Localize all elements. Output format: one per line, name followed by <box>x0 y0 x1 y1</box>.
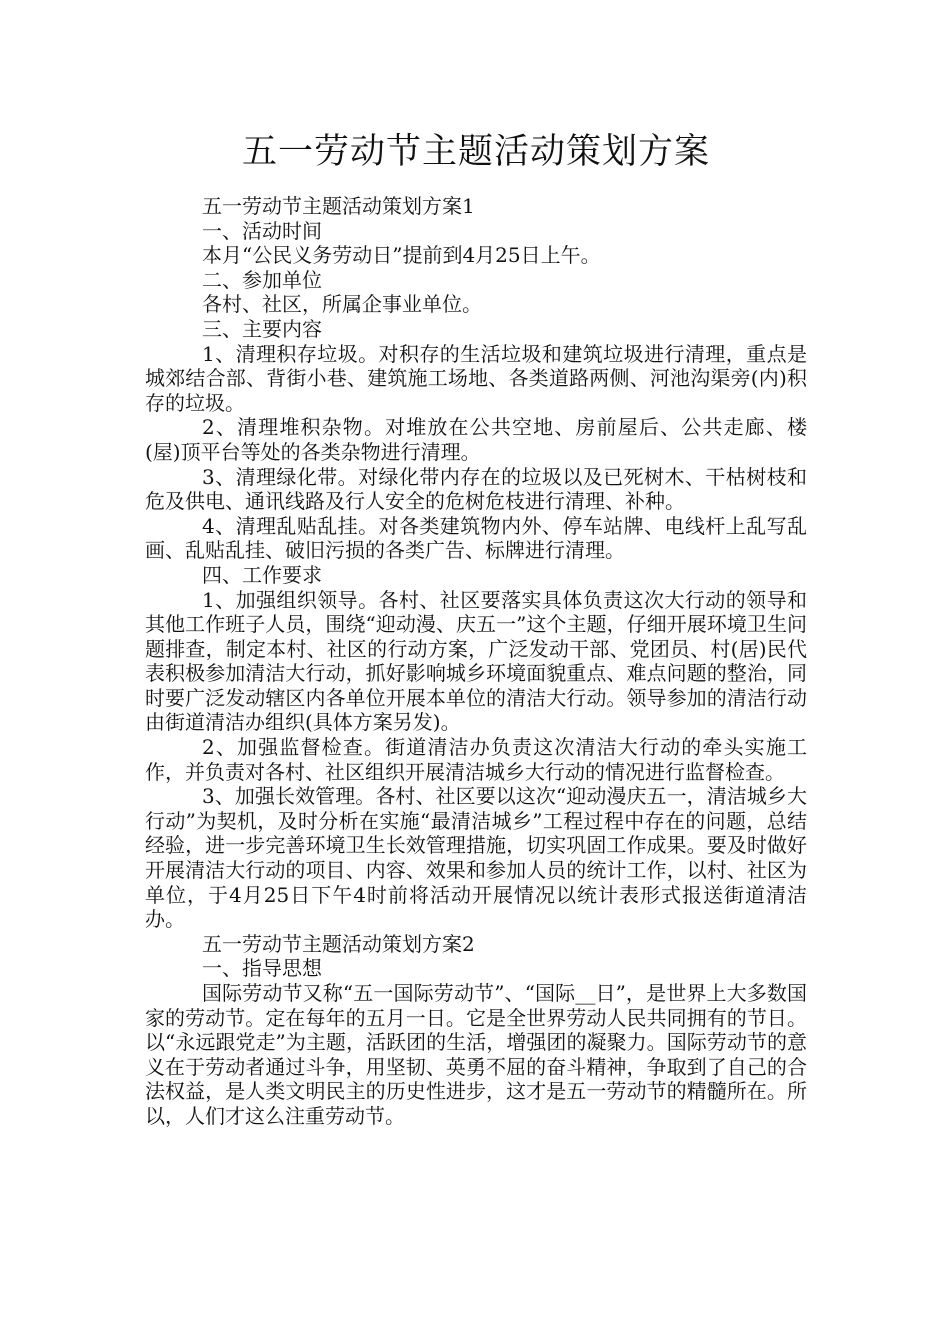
document-title: 五一劳动节主题活动策划方案 <box>241 132 710 172</box>
plan-1-heading: 五一劳动节主题活动策划方案1 <box>202 194 475 218</box>
paragraph: 4、清理乱贴乱挂。对各类建筑物内外、停车站牌、电线杆上乱写乱画、乱贴乱挂、破旧污损的各类广告、标牌进行清理。 <box>145 513 807 563</box>
paragraph: 2、加强监督检查。街道清洁办负责这次清洁大行动的牵头实施工作，并负责对各村、社区组织开展清洁城乡大行动的情况进行监督检查。 <box>145 735 807 784</box>
plan-2-heading: 五一劳动节主题活动策划方案2 <box>202 931 475 956</box>
paragraph: 3、加强长效管理。各村、社区要以这次“迎动漫庆五一，清洁城乡大行动”为契机，及时分析在实施“最清洁城乡”工程过程中存在的问题，总结经验，进一步完善环境卫生长效管理措施，切实巩固工作成果。要及时做好开展清洁大行动的项目、内容、效果和参加人员的统计工作，以村、社区为单位，于4月25日下午4时前将活动开展情况以统计表形式报送街道清洁办。 <box>145 784 807 932</box>
paragraph: 1、加强组织领导。各村、社区要落实具体负责这次大行动的领导和其他工作班子人员，围绕“迎动漫、庆五一”这个主题，仔细开展环境卫生问题排查，制定本村、社区的行动方案，广泛发动干部、党团员、村(居)民代表积极参加清洁大行动，抓好影响城乡环境面貌重点、难点问题的整治，同时要广泛发动辖区内各单位开展本单位的清洁大行动。领导参加的清洁行动由街道清洁办组织(具体方案另发)。 <box>145 587 807 735</box>
paragraph: 1、清理积存垃圾。对积存的生活垃圾和建筑垃圾进行清理，重点是城郊结合部、背街小巷、建筑施工场地、各类道路两侧、河池沟渠旁(内)积存的垃圾。 <box>145 341 807 415</box>
paragraph: 各村、社区，所属企事业单位。 <box>202 292 482 317</box>
paragraph: 国际劳动节又称“五一国际劳动节”、“国际__日”，是世界上大多数国家的劳动节。定在每年的五月一日。它是全世界劳动人民共同拥有的节日。以“永远跟党走”为主题，活跃团的生活，增强团的凝聚力。国际劳动节的意义在于劳动者通过斗争，用坚韧、英勇不屈的奋斗精神，争取到了自己的合法权益，是人类文明民主的历史性进步，这才是五一劳动节的精髓所在。所以，人们才这么注重劳动节。 <box>145 981 807 1128</box>
section-heading-requirements: 四、工作要求 <box>202 562 322 587</box>
section-heading-guidance: 一、指导思想 <box>202 956 322 981</box>
paragraph: 3、清理绿化带。对绿化带内存在的垃圾以及已死树木、干枯树枝和危及供电、通讯线路及行人安全的危树危枝进行清理、补种。 <box>145 464 807 514</box>
paragraph: 本月“公民义务劳动日”提前到4月25日上午。 <box>202 243 601 268</box>
section-heading-content: 三、主要内容 <box>202 316 322 341</box>
document-page <box>145 122 807 1129</box>
section-heading-units: 二、参加单位 <box>202 267 322 292</box>
section-heading-time: 一、活动时间 <box>202 218 322 243</box>
paragraph: 2、清理堆积杂物。对堆放在公共空地、房前屋后、公共走廊、楼(屋)顶平台等处的各类杂物进行清理。 <box>145 415 807 464</box>
